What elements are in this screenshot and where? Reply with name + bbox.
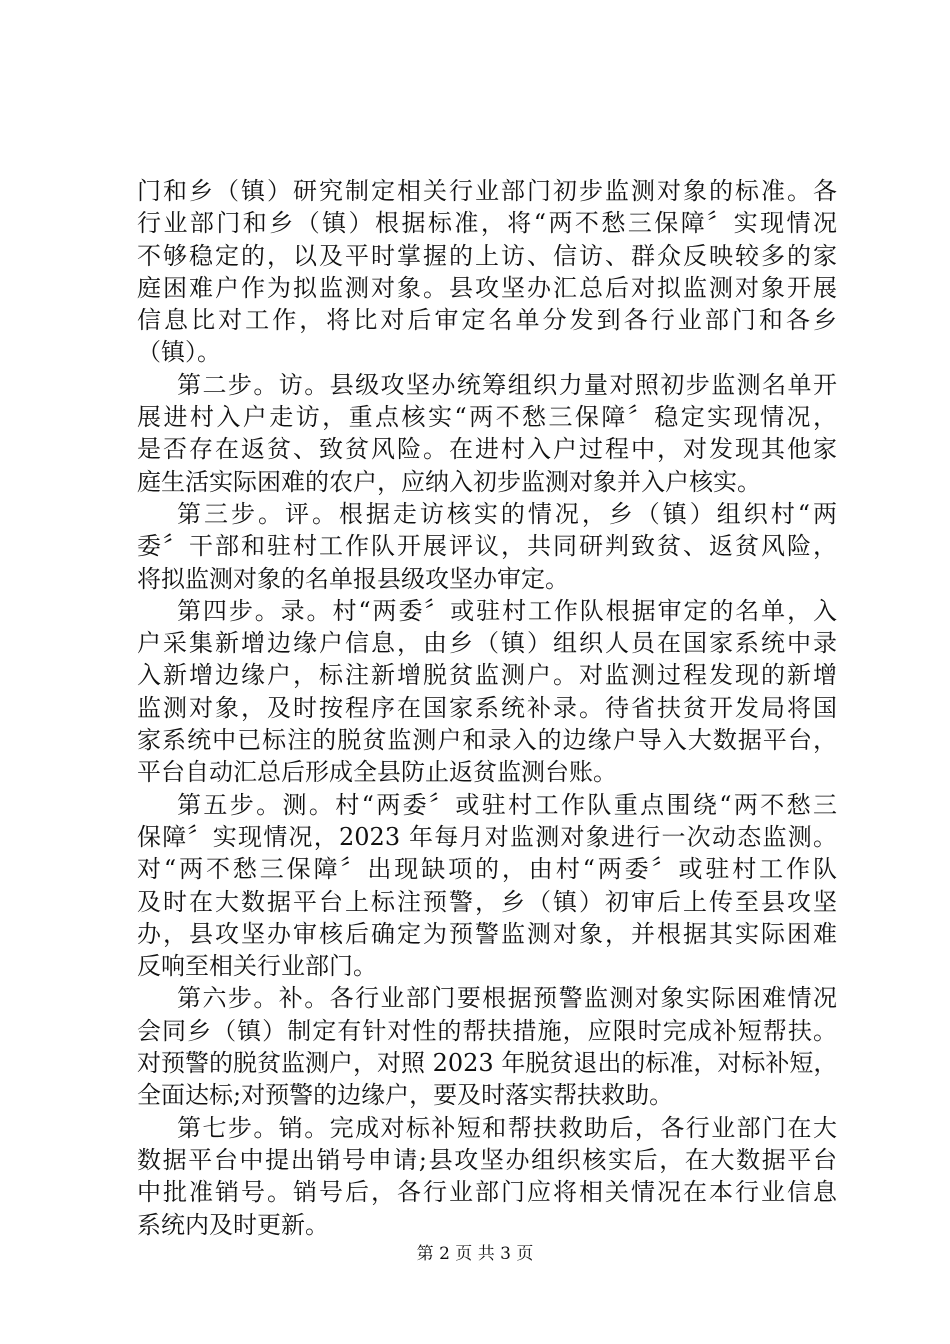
text-line: 平台自动汇总后形成全县防止返贫监测台账。 [137,758,617,787]
text-line: 展进村入户走访，重点核实“两不愁三保障〞稳定实现情况， [137,403,837,432]
document-body [137,175,837,1241]
text-line: 监测对象，及时按程序在国家系统补录。待省扶贫开发局将国 [137,693,837,722]
text-line: 庭生活实际困难的农户，应纳入初步监测对象并入户核实。 [137,467,761,496]
text-line: 入新增边缘户，标注新增脱贫监测户。对监测过程发现的新增 [137,661,837,690]
text-line: 庭困难户作为拟监测对象。县攻坚办汇总后对拟监测对象开展 [137,273,837,302]
paragraph-step-7-line: 第七步。销。完成对标补短和帮扶救助后，各行业部门在大 [177,1113,837,1142]
text-line: 会同乡（镇）制定有针对性的帮扶措施，应限时完成补短帮扶。 [137,1016,837,1045]
paragraph-step-6-line: 第六步。补。各行业部门要根据预警监测对象实际困难情况 [177,984,837,1013]
text-line: 系统内及时更新。 [137,1210,329,1239]
page-number-footer: 第 2 页 共 3 页 [416,1244,534,1264]
text-line: （镇）。 [137,338,221,367]
text-line: 信息比对工作，将比对后审定名单分发到各行业部门和各乡 [137,306,837,335]
text-line: 门和乡（镇）研究制定相关行业部门初步监测对象的标准。各 [137,177,837,205]
paragraph-step-3-line: 第三步。评。根据走访核实的情况，乡（镇）组织村“两 [177,499,837,528]
text-line: 不够稳定的，以及平时掌握的上访、信访、群众反映较多的家 [137,241,837,270]
text-line: 办，县攻坚办审核后确定为预警监测对象，并根据其实际困难 [137,919,837,948]
paragraph-step-4-line: 第四步。录。村“两委〞或驻村工作队根据审定的名单，入 [177,596,837,625]
text-line: 将拟监测对象的名单报县级攻坚办审定。 [137,564,569,593]
text-line: 全面达标;对预警的边缘户，要及时落实帮扶救助。 [137,1081,674,1110]
text-line: 对“两不愁三保障〞出现缺项的，由村“两委〞或驻村工作队 [137,855,837,884]
text-line: 数据平台中提出销号申请;县攻坚办组织核实后，在大数据平台 [137,1145,837,1174]
text-line: 反响至相关行业部门。 [137,952,377,981]
text-line: 保障〞实现情况，2023 年每月对监测对象进行一次动态监测。 [137,822,837,851]
text-line: 委〞干部和驻村工作队开展评议，共同研判致贫、返贫风险， [137,532,837,561]
text-line: 及时在大数据平台上标注预警，乡（镇）初审后上传至县攻坚 [137,887,837,916]
paragraph-step-2-line: 第二步。访。县级攻坚办统筹组织力量对照初步监测名单开 [177,370,837,399]
paragraph-step-5-line: 第五步。测。村“两委〞或驻村工作队重点围绕“两不愁三 [177,790,837,819]
text-line: 户采集新增边缘户信息，由乡（镇）组织人员在国家系统中录 [137,629,837,658]
text-line: 家系统中已标注的脱贫监测户和录入的边缘户导入大数据平台， [137,726,837,755]
text-line: 是否存在返贫、致贫风险。在进村入户过程中，对发现其他家 [137,435,837,464]
text-line: 中批准销号。销号后，各行业部门应将相关情况在本行业信息 [137,1178,837,1207]
text-line: 对预警的脱贫监测户，对照 2023 年脱贫退出的标准，对标补短， [137,1049,837,1078]
text-line: 行业部门和乡（镇）根据标准，将“两不愁三保障〞实现情况 [137,209,837,238]
